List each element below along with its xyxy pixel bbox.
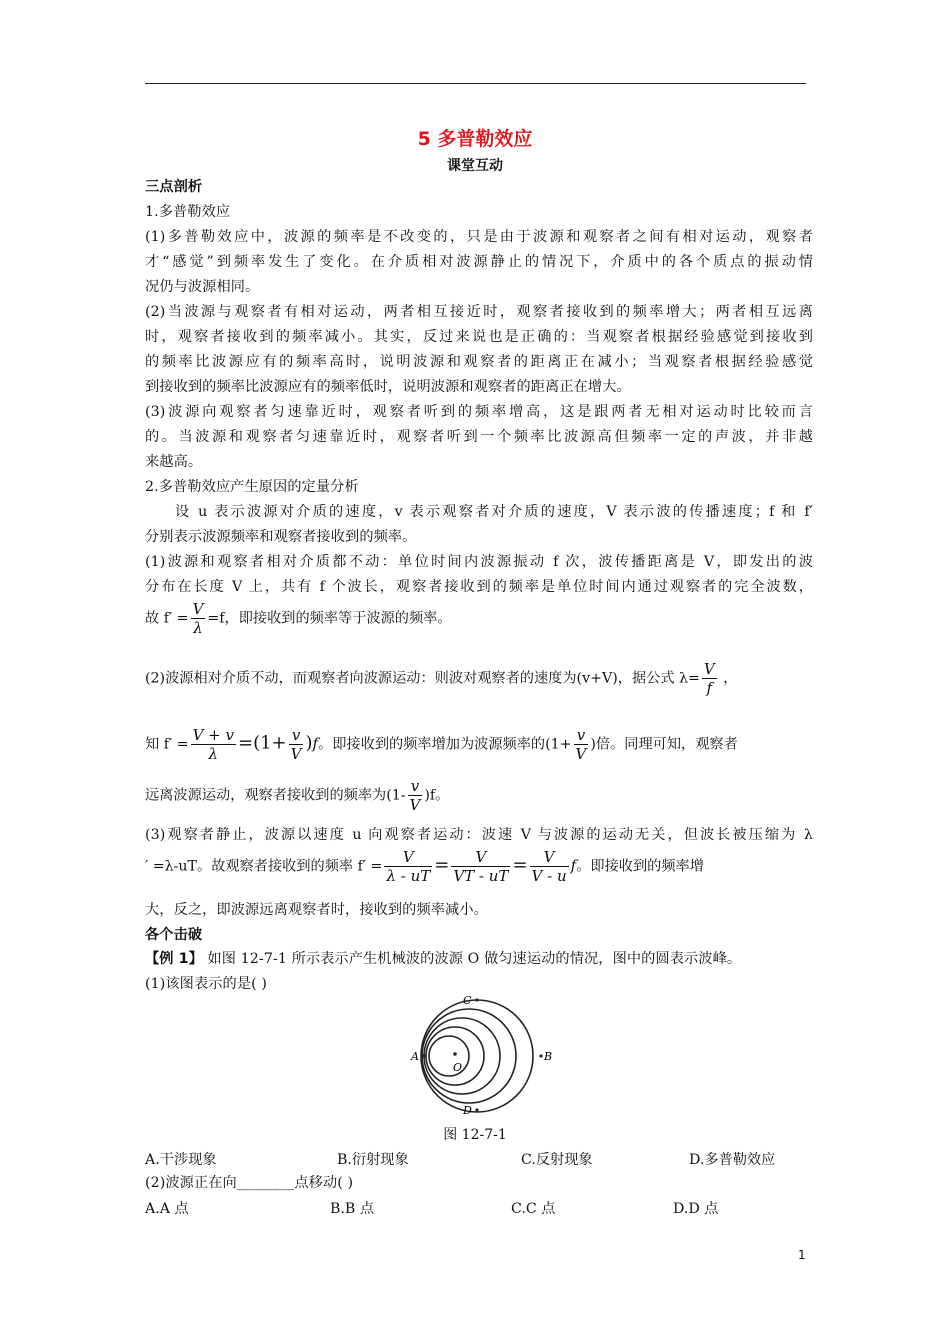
option-c: C.C 点	[511, 1201, 556, 1217]
formula-text: )倍。同理可知，观察者	[590, 736, 738, 753]
formula-text: 故 f′ =	[145, 610, 189, 627]
fraction: $\frac{V}{f}$	[703, 660, 715, 697]
page-subtitle: 课堂互动	[447, 158, 503, 174]
text-line: 况仍与波源相同。	[145, 279, 260, 295]
formula-text: 。即接收到的频率增	[576, 858, 704, 875]
figure-caption: 图 12-7-1	[443, 1127, 507, 1143]
text-line: (1)波源和观察者相对介质都不动：单位时间内波源振动 f 次，波传播距离是 V，即发出的波	[145, 554, 813, 570]
fraction: $\frac{V}{\lambda - uT}$	[386, 848, 431, 885]
text-line: (2)当波源与观察者有相对运动，两者相互接近时，观察者接收到的频率增大；两者相互远离	[145, 304, 813, 320]
formula-text: ′ =λ-uT。故观察者接收到的频率 f′ =	[145, 858, 383, 875]
point-b	[539, 1054, 542, 1057]
text-line: 分别表示波源频率和观察者接收到的频率。	[145, 529, 417, 545]
option-d: D.D 点	[673, 1201, 719, 1217]
label-a: A	[411, 1050, 419, 1063]
text-line: 的。当波源和观察者匀速靠近时，观察者听到一个频率比波源高但频率一定的声波，并非越	[145, 429, 813, 445]
formula-line: ′ =λ-uT。故观察者接收到的频率 f′ = $\frac{V}{\lambda - uT}$ = $\frac{V}{VT - uT}$ = $\frac{V}{V - u}$ f。即接收到的频率增	[145, 848, 704, 885]
paragraph-heading: 1.多普勒效应	[145, 204, 231, 220]
formula-line: (2)波源相对介质不动，而观察者向波源运动：则波对观察者的速度为(v+V)，据公式 λ= $\frac{V}{f}$ ，	[145, 660, 738, 697]
formula-line: 知 f′ = $\frac{V + v}{\lambda}$ =(1+ $\frac{v}{V}$ )f。即接收到的频率增加为波源频率的(1+ $\frac{v}{V}$ )倍。同理可知，观察者	[145, 726, 738, 763]
text-line: 设 u 表示波源对介质的速度，v 表示观察者对介质的速度，V 表示波的传播速度；f 和 f′	[175, 504, 813, 520]
fraction: $\frac{v}{V}$	[290, 726, 302, 763]
text-line: (3)观察者静止，波源以速度 u 向观察者运动：波速 V 与波源的运动无关，但波长被压缩为 λ	[145, 827, 813, 843]
text-line: 到接收到的频率比波源应有的频率低时，说明波源和观察者的距离正在增大。	[145, 379, 631, 395]
fraction: $\frac{V}{\lambda}$	[192, 600, 204, 637]
label-d: D	[463, 1104, 472, 1117]
question: (2)波源正在向________点移动( )	[145, 1175, 354, 1191]
text-line: 的频率比波源应有的频率高时，说明波源和观察者的距离正在减小；当观察者根据经验感觉	[145, 354, 813, 370]
doppler-figure	[405, 990, 555, 1120]
formula-text: )f。	[424, 787, 450, 804]
header-rule	[145, 83, 806, 84]
section-heading: 三点剖析	[145, 179, 203, 195]
example-tag: 【例 1】	[145, 951, 203, 967]
fraction: $\frac{v}{V}$	[409, 777, 421, 814]
option-b: B.衍射现象	[337, 1152, 409, 1168]
text-line: (3)波源向观察者匀速靠近时，观察者听到的频率增高，这是跟两者无相对运动时比较而言	[145, 404, 813, 420]
text-line: (1)多普勒效应中，波源的频率是不改变的，只是由于波源和观察者之间有相对运动，观察者	[145, 229, 813, 245]
fraction: $\frac{V}{V - u}$	[531, 848, 567, 885]
fraction: $\frac{V + v}{\lambda}$	[192, 726, 234, 763]
text-line: 大，反之，即波源远离观察者时，接收到的频率减小。	[145, 902, 488, 918]
paragraph-heading: 2.多普勒效应产生原因的定量分析	[145, 479, 359, 495]
label-b: B	[544, 1050, 553, 1063]
wave-crest-circle	[429, 1036, 469, 1076]
example-text: 如图 12-7-1 所示表示产生机械波的波源 O 做匀速运动的情况，图中的圆表示波峰。	[202, 951, 742, 967]
option-d: D.多普勒效应	[689, 1152, 776, 1168]
label-o: O	[453, 1061, 463, 1074]
wave-crest-circle	[426, 1027, 484, 1085]
point-c	[475, 998, 478, 1001]
fraction: $\frac{v}{V}$	[575, 726, 587, 763]
question: (1)该图表示的是( )	[145, 976, 268, 992]
example-line	[145, 949, 813, 969]
formula-line	[145, 600, 813, 637]
label-c: C	[463, 994, 472, 1007]
formula-text: 。即接收到的频率增加为波源频率的(1+	[318, 736, 572, 753]
text-line: 分布在长度 V 上，共有 f 个波长，观察者接收到的频率是单位时间内通过观察者的完全波数，	[145, 579, 813, 595]
text-line: 才“感觉”到频率发生了变化。在介质相对波源静止的情况下，介质中的各个质点的振动情	[145, 254, 813, 270]
option-a: A.干涉现象	[145, 1152, 217, 1168]
formula-text: =f，即接收到的频率等于波源的频率。	[207, 610, 452, 627]
text-line: 来越高。	[145, 454, 203, 470]
option-a: A.A 点	[145, 1201, 189, 1217]
option-c: C.反射现象	[521, 1152, 593, 1168]
fraction: $\frac{V}{VT - uT}$	[453, 848, 509, 885]
wave-crest-circle	[424, 1018, 500, 1094]
point-d	[475, 1108, 478, 1111]
formula-text: 远离波源运动，观察者接收到的频率为(1-	[145, 787, 406, 804]
formula-text: 知 f′ =	[145, 736, 189, 753]
formula-text: (2)波源相对介质不动，而观察者向波源运动：则波对观察者的速度为(v+V)，据公式 λ=	[145, 670, 700, 687]
source-dot	[453, 1052, 457, 1056]
option-b: B.B 点	[330, 1201, 375, 1217]
section-heading: 各个击破	[145, 927, 203, 943]
text-line: 时，观察者接收到的频率减小。其实，反过来说也是正确的：当观察者根据经验感觉到接收到	[145, 329, 813, 345]
formula-line	[145, 777, 813, 814]
page-number: 1	[798, 1248, 806, 1262]
point-a	[422, 1054, 425, 1057]
page-title: 5 多普勒效应	[417, 128, 533, 150]
